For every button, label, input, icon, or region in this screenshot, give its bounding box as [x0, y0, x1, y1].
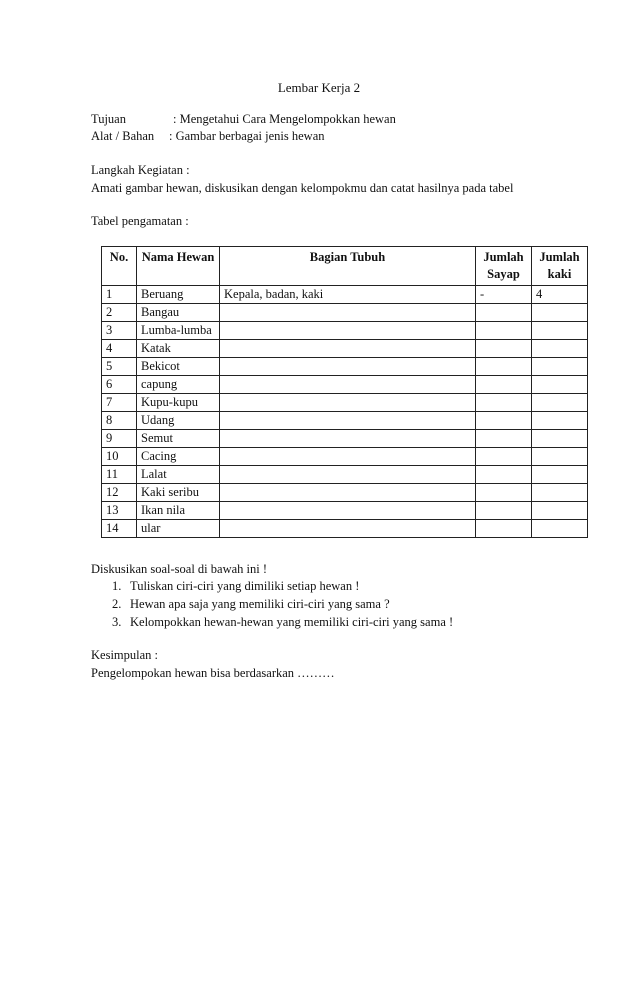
question-text: Hewan apa saja yang memiliki ciri-ciri yang sama ?	[130, 597, 390, 611]
cell-jumlah-kaki	[532, 430, 588, 448]
cell-no: 5	[102, 358, 137, 376]
table-body	[102, 286, 588, 538]
tujuan-line	[91, 112, 396, 127]
cell-bagian-tubuh	[220, 376, 476, 394]
table-row	[102, 502, 588, 520]
cell-no: 6	[102, 376, 137, 394]
cell-bagian-tubuh	[220, 394, 476, 412]
cell-no: 1	[102, 286, 137, 304]
cell-bagian-tubuh	[220, 466, 476, 484]
alat-label: Alat / Bahan	[91, 129, 155, 143]
kesimpulan-text: Pengelompokan hewan bisa berdasarkan ………	[91, 666, 335, 680]
cell-nama-hewan: Kaki seribu	[137, 484, 220, 502]
cell-bagian-tubuh	[220, 430, 476, 448]
langkah-heading: Langkah Kegiatan :	[91, 163, 190, 177]
alat-line	[91, 129, 325, 144]
cell-jumlah-kaki	[532, 520, 588, 538]
cell-no: 10	[102, 448, 137, 466]
cell-bagian-tubuh: Kepala, badan, kaki	[220, 286, 476, 304]
cell-nama-hewan: Cacing	[137, 448, 220, 466]
cell-bagian-tubuh	[220, 502, 476, 520]
question-number: 1.	[112, 579, 122, 593]
observation-table	[101, 246, 588, 538]
cell-no: 2	[102, 304, 137, 322]
header-no: No.	[102, 247, 137, 286]
cell-jumlah-sayap	[476, 394, 532, 412]
question-item	[112, 597, 390, 612]
table-row	[102, 304, 588, 322]
cell-jumlah-sayap	[476, 322, 532, 340]
langkah-text: Amati gambar hewan, diskusikan dengan kelompokmu dan catat hasilnya pada tabel	[91, 181, 514, 195]
cell-jumlah-sayap	[476, 520, 532, 538]
cell-nama-hewan: Katak	[137, 340, 220, 358]
cell-jumlah-sayap: -	[476, 286, 532, 304]
cell-jumlah-sayap	[476, 412, 532, 430]
table-row	[102, 520, 588, 538]
cell-nama-hewan: Lalat	[137, 466, 220, 484]
header-jumlah-kaki: Jumlah kaki	[532, 247, 588, 286]
cell-jumlah-kaki	[532, 304, 588, 322]
cell-no: 3	[102, 322, 137, 340]
cell-jumlah-sayap	[476, 376, 532, 394]
cell-no: 12	[102, 484, 137, 502]
page-title: Lembar Kerja 2	[277, 80, 361, 95]
table-row	[102, 466, 588, 484]
cell-jumlah-kaki	[532, 484, 588, 502]
cell-nama-hewan: capung	[137, 376, 220, 394]
cell-no: 9	[102, 430, 137, 448]
cell-jumlah-kaki	[532, 466, 588, 484]
cell-no: 11	[102, 466, 137, 484]
cell-jumlah-sayap	[476, 448, 532, 466]
cell-no: 14	[102, 520, 137, 538]
tujuan-value: : Mengetahui Cara Mengelompokkan hewan	[173, 112, 396, 126]
cell-jumlah-kaki: 4	[532, 286, 588, 304]
cell-jumlah-kaki	[532, 358, 588, 376]
question-item	[112, 579, 359, 594]
table-row	[102, 448, 588, 466]
table-row	[102, 412, 588, 430]
cell-jumlah-sayap	[476, 430, 532, 448]
tujuan-label: Tujuan	[91, 112, 126, 126]
alat-value: : Gambar berbagai jenis hewan	[169, 129, 325, 143]
cell-no: 13	[102, 502, 137, 520]
header-jumlah-sayap: Jumlah Sayap	[476, 247, 532, 286]
cell-jumlah-sayap	[476, 358, 532, 376]
cell-bagian-tubuh	[220, 304, 476, 322]
table-row	[102, 376, 588, 394]
diskusi-heading: Diskusikan soal-soal di bawah ini !	[91, 562, 268, 576]
cell-jumlah-sayap	[476, 484, 532, 502]
question-number: 2.	[112, 597, 122, 611]
cell-nama-hewan: Udang	[137, 412, 220, 430]
cell-nama-hewan: Ikan nila	[137, 502, 220, 520]
table-header-row	[102, 247, 588, 286]
kesimpulan-heading: Kesimpulan :	[91, 648, 159, 662]
cell-bagian-tubuh	[220, 520, 476, 538]
table-row	[102, 394, 588, 412]
cell-nama-hewan: Beruang	[137, 286, 220, 304]
cell-nama-hewan: Bekicot	[137, 358, 220, 376]
table-row	[102, 286, 588, 304]
cell-jumlah-sayap	[476, 502, 532, 520]
table-label: Tabel pengamatan :	[91, 214, 189, 228]
cell-nama-hewan: Lumba-lumba	[137, 322, 220, 340]
cell-nama-hewan: ular	[137, 520, 220, 538]
cell-nama-hewan: Kupu-kupu	[137, 394, 220, 412]
cell-jumlah-sayap	[476, 466, 532, 484]
cell-no: 8	[102, 412, 137, 430]
question-text: Tuliskan ciri-ciri yang dimiliki setiap hewan !	[130, 579, 360, 593]
cell-jumlah-kaki	[532, 394, 588, 412]
table-row	[102, 484, 588, 502]
header-nama-hewan: Nama Hewan	[137, 247, 220, 286]
question-number: 3.	[112, 615, 122, 629]
question-text: Kelompokkan hewan-hewan yang memiliki ciri-ciri yang sama !	[130, 615, 454, 629]
cell-no: 7	[102, 394, 137, 412]
cell-jumlah-sayap	[476, 304, 532, 322]
cell-jumlah-sayap	[476, 340, 532, 358]
table-row	[102, 430, 588, 448]
cell-jumlah-kaki	[532, 448, 588, 466]
cell-bagian-tubuh	[220, 358, 476, 376]
cell-bagian-tubuh	[220, 322, 476, 340]
header-bagian-tubuh: Bagian Tubuh	[220, 247, 476, 286]
question-item	[112, 615, 453, 630]
table-row	[102, 340, 588, 358]
cell-no: 4	[102, 340, 137, 358]
cell-jumlah-kaki	[532, 376, 588, 394]
cell-jumlah-kaki	[532, 340, 588, 358]
table-row	[102, 358, 588, 376]
cell-bagian-tubuh	[220, 484, 476, 502]
cell-bagian-tubuh	[220, 340, 476, 358]
cell-jumlah-kaki	[532, 502, 588, 520]
cell-jumlah-kaki	[532, 322, 588, 340]
cell-nama-hewan: Semut	[137, 430, 220, 448]
cell-jumlah-kaki	[532, 412, 588, 430]
cell-nama-hewan: Bangau	[137, 304, 220, 322]
table-row	[102, 322, 588, 340]
cell-bagian-tubuh	[220, 448, 476, 466]
cell-bagian-tubuh	[220, 412, 476, 430]
